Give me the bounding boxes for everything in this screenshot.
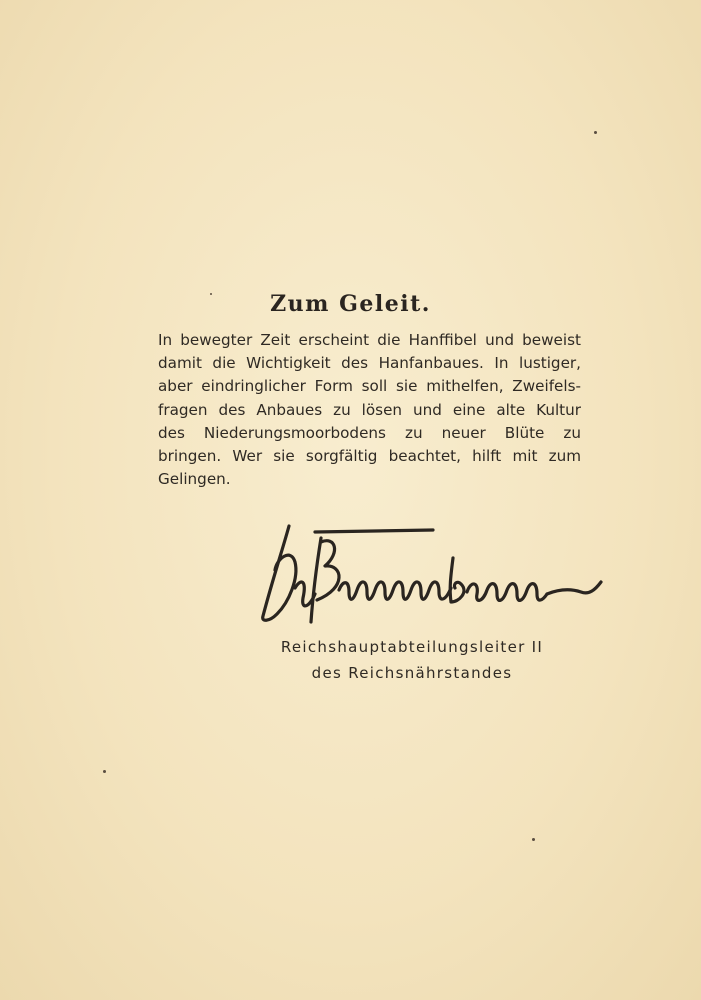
paragraph-line: In bewegter Zeit erscheint die Hanffibel und beweist [158,331,581,349]
paper-speck [594,131,597,134]
handwritten-signature [255,518,605,638]
paragraph-line: fragen des Anbaues zu lösen und eine alte Kultur [158,400,581,419]
paragraph-line: aber eindringlicher Form soll sie mithelfen, Zweifels- [158,377,581,396]
page-title: Zum Geleit. [270,291,431,317]
paragraph-line: Gelingen. [158,470,231,489]
paragraph-line: damit die Wichtigkeit des Hanfanbaues. In lustiger, [158,354,581,373]
foreword-paragraph [158,329,581,491]
paragraph-line: bringen. Wer sie sorgfältig beachtet, hilft mit zum [158,447,581,466]
paper-speck [532,838,535,841]
paper-speck [103,770,106,773]
signatory-title: Reichshauptabteilungsleiter II [280,638,544,656]
paragraph-line: des Niederungsmoorbodens zu neuer Blüte zu [158,423,581,442]
signatory-organization: des Reichsnährstandes [311,664,513,682]
